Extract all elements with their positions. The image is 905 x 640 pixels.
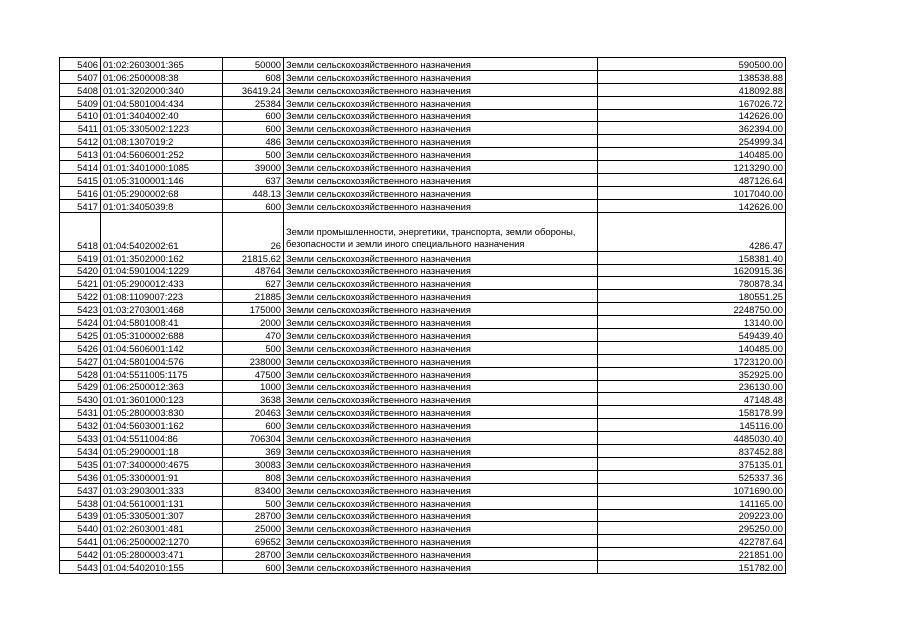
table-row (60, 135, 786, 148)
area-cell: 637 (223, 174, 284, 187)
land-category-cell: Земли сельскохозяйственного назначения (284, 199, 598, 212)
row-number-cell: 5429 (60, 380, 101, 393)
table-row (60, 161, 786, 174)
land-category-cell: Земли сельскохозяйственного назначения (284, 264, 598, 277)
land-category-cell: Земли сельскохозяйственного назначения (284, 393, 598, 406)
table-row (60, 367, 786, 380)
table-row (60, 432, 786, 445)
cadastral-value-cell: 487126.64 (598, 174, 786, 187)
area-cell: 470 (223, 329, 284, 342)
land-category-cell: Земли сельскохозяйственного назначения (284, 135, 598, 148)
cadastral-value-cell: 167026.72 (598, 96, 786, 109)
table-row (60, 251, 786, 264)
cadastral-number-cell: 01:03:2903001:333 (101, 483, 223, 496)
table-row (60, 457, 786, 470)
row-number-cell: 5438 (60, 496, 101, 509)
cadastral-value-cell: 352925.00 (598, 367, 786, 380)
land-category-cell: Земли сельскохозяйственного назначения (284, 509, 598, 522)
land-category-cell: Земли промышленности, энергетики, транспорта, земли обороны, безопасности и земли иного специального назначения (284, 212, 598, 251)
land-category-cell: Земли сельскохозяйственного назначения (284, 251, 598, 264)
land-category-cell: Земли сельскохозяйственного назначения (284, 290, 598, 303)
cadastral-number-cell: 01:03:2703001:468 (101, 303, 223, 316)
row-number-cell: 5437 (60, 483, 101, 496)
land-category-cell: Земли сельскохозяйственного назначения (284, 561, 598, 574)
cadastral-value-cell: 1723120.00 (598, 354, 786, 367)
cadastral-number-cell: 01:01:3401000:1085 (101, 161, 223, 174)
land-category-cell: Земли сельскохозяйственного назначения (284, 96, 598, 109)
cadastral-number-cell: 01:05:3305001:307 (101, 509, 223, 522)
area-cell: 36419.24 (223, 83, 284, 96)
land-category-cell: Земли сельскохозяйственного назначения (284, 303, 598, 316)
area-cell: 448.13 (223, 186, 284, 199)
row-number-cell: 5424 (60, 316, 101, 329)
area-cell: 83400 (223, 483, 284, 496)
row-number-cell: 5406 (60, 58, 101, 71)
row-number-cell: 5436 (60, 470, 101, 483)
land-category-cell: Земли сельскохозяйственного назначения (284, 329, 598, 342)
area-cell: 21815.62 (223, 251, 284, 264)
cadastral-value-cell: 422787.64 (598, 535, 786, 548)
area-cell: 47500 (223, 367, 284, 380)
row-number-cell: 5417 (60, 199, 101, 212)
cadastral-number-cell: 01:04:5402002:61 (101, 212, 223, 251)
row-number-cell: 5412 (60, 135, 101, 148)
cadastral-value-cell: 590500.00 (598, 58, 786, 71)
cadastral-value-cell: 142626.00 (598, 109, 786, 122)
cadastral-number-cell: 01:01:3405039:8 (101, 199, 223, 212)
row-number-cell: 5426 (60, 341, 101, 354)
area-cell: 500 (223, 341, 284, 354)
table-row (60, 341, 786, 354)
area-cell: 369 (223, 445, 284, 458)
land-parcels-table (59, 57, 786, 574)
cadastral-number-cell: 01:06:2500012:363 (101, 380, 223, 393)
cadastral-value-cell: 362394.00 (598, 122, 786, 135)
table-row (60, 354, 786, 367)
cadastral-number-cell: 01:01:3601000:123 (101, 393, 223, 406)
cadastral-value-cell: 236130.00 (598, 380, 786, 393)
cadastral-value-cell: 837452.88 (598, 445, 786, 458)
area-cell: 627 (223, 277, 284, 290)
table-row (60, 483, 786, 496)
table-row (60, 199, 786, 212)
land-category-cell: Земли сельскохозяйственного назначения (284, 174, 598, 187)
area-cell: 3638 (223, 393, 284, 406)
row-number-cell: 5427 (60, 354, 101, 367)
cadastral-number-cell: 01:05:3300001:91 (101, 470, 223, 483)
table-row (60, 122, 786, 135)
cadastral-number-cell: 01:05:2900002:68 (101, 186, 223, 199)
cadastral-number-cell: 01:04:5511004:86 (101, 432, 223, 445)
cadastral-number-cell: 01:06:2500002:1270 (101, 535, 223, 548)
cadastral-number-cell: 01:02:2603001:481 (101, 522, 223, 535)
table-row (60, 264, 786, 277)
table-body (60, 58, 786, 574)
row-number-cell: 5413 (60, 148, 101, 161)
cadastral-number-cell: 01:05:3305002:1223 (101, 122, 223, 135)
row-number-cell: 5430 (60, 393, 101, 406)
cadastral-number-cell: 01:08:1307019:2 (101, 135, 223, 148)
land-category-cell: Земли сельскохозяйственного назначения (284, 161, 598, 174)
cadastral-number-cell: 01:06:2500008:38 (101, 70, 223, 83)
cadastral-value-cell: 13140.00 (598, 316, 786, 329)
area-cell: 486 (223, 135, 284, 148)
table-row (60, 186, 786, 199)
cadastral-number-cell: 01:05:3100002:688 (101, 329, 223, 342)
row-number-cell: 5441 (60, 535, 101, 548)
land-category-cell: Земли сельскохозяйственного назначения (284, 186, 598, 199)
area-cell: 2000 (223, 316, 284, 329)
cadastral-number-cell: 01:04:5801008:41 (101, 316, 223, 329)
cadastral-number-cell: 01:05:3100001:146 (101, 174, 223, 187)
row-number-cell: 5420 (60, 264, 101, 277)
cadastral-value-cell: 780878.34 (598, 277, 786, 290)
land-category-cell: Земли сельскохозяйственного назначения (284, 535, 598, 548)
cadastral-value-cell: 209223.00 (598, 509, 786, 522)
land-category-cell: Земли сельскохозяйственного назначения (284, 148, 598, 161)
land-category-cell: Земли сельскохозяйственного назначения (284, 380, 598, 393)
cadastral-value-cell: 158178.99 (598, 406, 786, 419)
row-number-cell: 5419 (60, 251, 101, 264)
table-row (60, 277, 786, 290)
cadastral-value-cell: 142626.00 (598, 199, 786, 212)
area-cell: 238000 (223, 354, 284, 367)
cadastral-number-cell: 01:04:5801004:434 (101, 96, 223, 109)
row-number-cell: 5416 (60, 186, 101, 199)
cadastral-number-cell: 01:01:3502000:162 (101, 251, 223, 264)
table-row (60, 561, 786, 574)
area-cell: 600 (223, 199, 284, 212)
cadastral-value-cell: 1017040.00 (598, 186, 786, 199)
area-cell: 175000 (223, 303, 284, 316)
cadastral-value-cell: 221851.00 (598, 548, 786, 561)
land-category-cell: Земли сельскохозяйственного назначения (284, 483, 598, 496)
cadastral-number-cell: 01:07:3400000:4675 (101, 457, 223, 470)
row-number-cell: 5428 (60, 367, 101, 380)
row-number-cell: 5443 (60, 561, 101, 574)
land-category-cell: Земли сельскохозяйственного назначения (284, 522, 598, 535)
table-row (60, 96, 786, 109)
land-category-cell: Земли сельскохозяйственного назначения (284, 58, 598, 71)
cadastral-number-cell: 01:05:2800003:471 (101, 548, 223, 561)
area-cell: 600 (223, 419, 284, 432)
area-cell: 500 (223, 496, 284, 509)
row-number-cell: 5422 (60, 290, 101, 303)
cadastral-number-cell: 01:04:5511005:1175 (101, 367, 223, 380)
row-number-cell: 5418 (60, 212, 101, 251)
area-cell: 25384 (223, 96, 284, 109)
cadastral-number-cell: 01:05:2900001:18 (101, 445, 223, 458)
cadastral-value-cell: 4286.47 (598, 212, 786, 251)
row-number-cell: 5409 (60, 96, 101, 109)
row-number-cell: 5440 (60, 522, 101, 535)
land-category-cell: Земли сельскохозяйственного назначения (284, 316, 598, 329)
cadastral-value-cell: 151782.00 (598, 561, 786, 574)
area-cell: 608 (223, 70, 284, 83)
area-cell: 39000 (223, 161, 284, 174)
row-number-cell: 5439 (60, 509, 101, 522)
table-row (60, 380, 786, 393)
cadastral-number-cell: 01:05:2900012:433 (101, 277, 223, 290)
cadastral-value-cell: 141165.00 (598, 496, 786, 509)
row-number-cell: 5442 (60, 548, 101, 561)
cadastral-value-cell: 1071690.00 (598, 483, 786, 496)
area-cell: 600 (223, 109, 284, 122)
table-row (60, 316, 786, 329)
table-row (60, 445, 786, 458)
area-cell: 28700 (223, 548, 284, 561)
row-number-cell: 5410 (60, 109, 101, 122)
cadastral-value-cell: 375135.01 (598, 457, 786, 470)
row-number-cell: 5415 (60, 174, 101, 187)
row-number-cell: 5411 (60, 122, 101, 135)
land-category-cell: Земли сельскохозяйственного назначения (284, 445, 598, 458)
land-category-cell: Земли сельскохозяйственного назначения (284, 432, 598, 445)
row-number-cell: 5433 (60, 432, 101, 445)
cadastral-value-cell: 145116.00 (598, 419, 786, 432)
cadastral-value-cell: 138538.88 (598, 70, 786, 83)
cadastral-value-cell: 295250.00 (598, 522, 786, 535)
table-row (60, 548, 786, 561)
land-category-cell: Земли сельскохозяйственного назначения (284, 70, 598, 83)
table-row (60, 522, 786, 535)
area-cell: 500 (223, 148, 284, 161)
table-row (60, 83, 786, 96)
area-cell: 808 (223, 470, 284, 483)
cadastral-value-cell: 158381.40 (598, 251, 786, 264)
cadastral-number-cell: 01:02:2603001:365 (101, 58, 223, 71)
table-row (60, 419, 786, 432)
land-category-cell: Земли сельскохозяйственного назначения (284, 83, 598, 96)
land-category-cell: Земли сельскохозяйственного назначения (284, 496, 598, 509)
cadastral-value-cell: 525337.36 (598, 470, 786, 483)
table-row (60, 70, 786, 83)
table-row (60, 393, 786, 406)
land-category-cell: Земли сельскохозяйственного назначения (284, 548, 598, 561)
cadastral-number-cell: 01:04:5402010:155 (101, 561, 223, 574)
row-number-cell: 5434 (60, 445, 101, 458)
area-cell: 20463 (223, 406, 284, 419)
table-row (60, 329, 786, 342)
table-row (60, 148, 786, 161)
cadastral-value-cell: 140485.00 (598, 148, 786, 161)
row-number-cell: 5425 (60, 329, 101, 342)
row-number-cell: 5432 (60, 419, 101, 432)
row-number-cell: 5408 (60, 83, 101, 96)
cadastral-number-cell: 01:04:5606001:252 (101, 148, 223, 161)
table-row (60, 58, 786, 71)
land-category-cell: Земли сельскохозяйственного назначения (284, 457, 598, 470)
row-number-cell: 5435 (60, 457, 101, 470)
cadastral-value-cell: 47148.48 (598, 393, 786, 406)
land-category-cell: Земли сельскохозяйственного назначения (284, 109, 598, 122)
row-number-cell: 5431 (60, 406, 101, 419)
area-cell: 26 (223, 212, 284, 251)
cadastral-number-cell: 01:04:5901004:1229 (101, 264, 223, 277)
cadastral-value-cell: 140485.00 (598, 341, 786, 354)
cadastral-value-cell: 1213290.00 (598, 161, 786, 174)
table-row (60, 470, 786, 483)
land-category-cell: Земли сельскохозяйственного назначения (284, 354, 598, 367)
cadastral-number-cell: 01:01:3404002:40 (101, 109, 223, 122)
area-cell: 25000 (223, 522, 284, 535)
cadastral-value-cell: 1620915.36 (598, 264, 786, 277)
area-cell: 600 (223, 122, 284, 135)
table-row (60, 290, 786, 303)
cadastral-value-cell: 180551.25 (598, 290, 786, 303)
land-category-cell: Земли сельскохозяйственного назначения (284, 122, 598, 135)
area-cell: 28700 (223, 509, 284, 522)
land-category-cell: Земли сельскохозяйственного назначения (284, 341, 598, 354)
row-number-cell: 5407 (60, 70, 101, 83)
cadastral-value-cell: 549439.40 (598, 329, 786, 342)
table-row (60, 509, 786, 522)
area-cell: 48764 (223, 264, 284, 277)
table-row (60, 406, 786, 419)
table-row (60, 212, 786, 251)
row-number-cell: 5421 (60, 277, 101, 290)
area-cell: 69652 (223, 535, 284, 548)
cadastral-value-cell: 418092.88 (598, 83, 786, 96)
cadastral-value-cell: 2248750.00 (598, 303, 786, 316)
cadastral-number-cell: 01:04:5606001:142 (101, 341, 223, 354)
table-row (60, 174, 786, 187)
area-cell: 50000 (223, 58, 284, 71)
row-number-cell: 5423 (60, 303, 101, 316)
cadastral-number-cell: 01:04:5603001:162 (101, 419, 223, 432)
cadastral-value-cell: 254999.34 (598, 135, 786, 148)
table-row (60, 303, 786, 316)
table-row (60, 535, 786, 548)
cadastral-number-cell: 01:04:5610001:131 (101, 496, 223, 509)
land-category-cell: Земли сельскохозяйственного назначения (284, 419, 598, 432)
area-cell: 600 (223, 561, 284, 574)
land-category-cell: Земли сельскохозяйственного назначения (284, 277, 598, 290)
table-row (60, 496, 786, 509)
land-category-cell: Земли сельскохозяйственного назначения (284, 367, 598, 380)
area-cell: 1000 (223, 380, 284, 393)
cadastral-number-cell: 01:05:2800003:830 (101, 406, 223, 419)
land-category-cell: Земли сельскохозяйственного назначения (284, 406, 598, 419)
land-category-cell: Земли сельскохозяйственного назначения (284, 470, 598, 483)
cadastral-number-cell: 01:04:5801004:576 (101, 354, 223, 367)
row-number-cell: 5414 (60, 161, 101, 174)
cadastral-number-cell: 01:01:3202000:340 (101, 83, 223, 96)
table-row (60, 109, 786, 122)
cadastral-number-cell: 01:08:1109007:223 (101, 290, 223, 303)
area-cell: 21885 (223, 290, 284, 303)
area-cell: 706304 (223, 432, 284, 445)
cadastral-value-cell: 4485030.40 (598, 432, 786, 445)
area-cell: 30083 (223, 457, 284, 470)
